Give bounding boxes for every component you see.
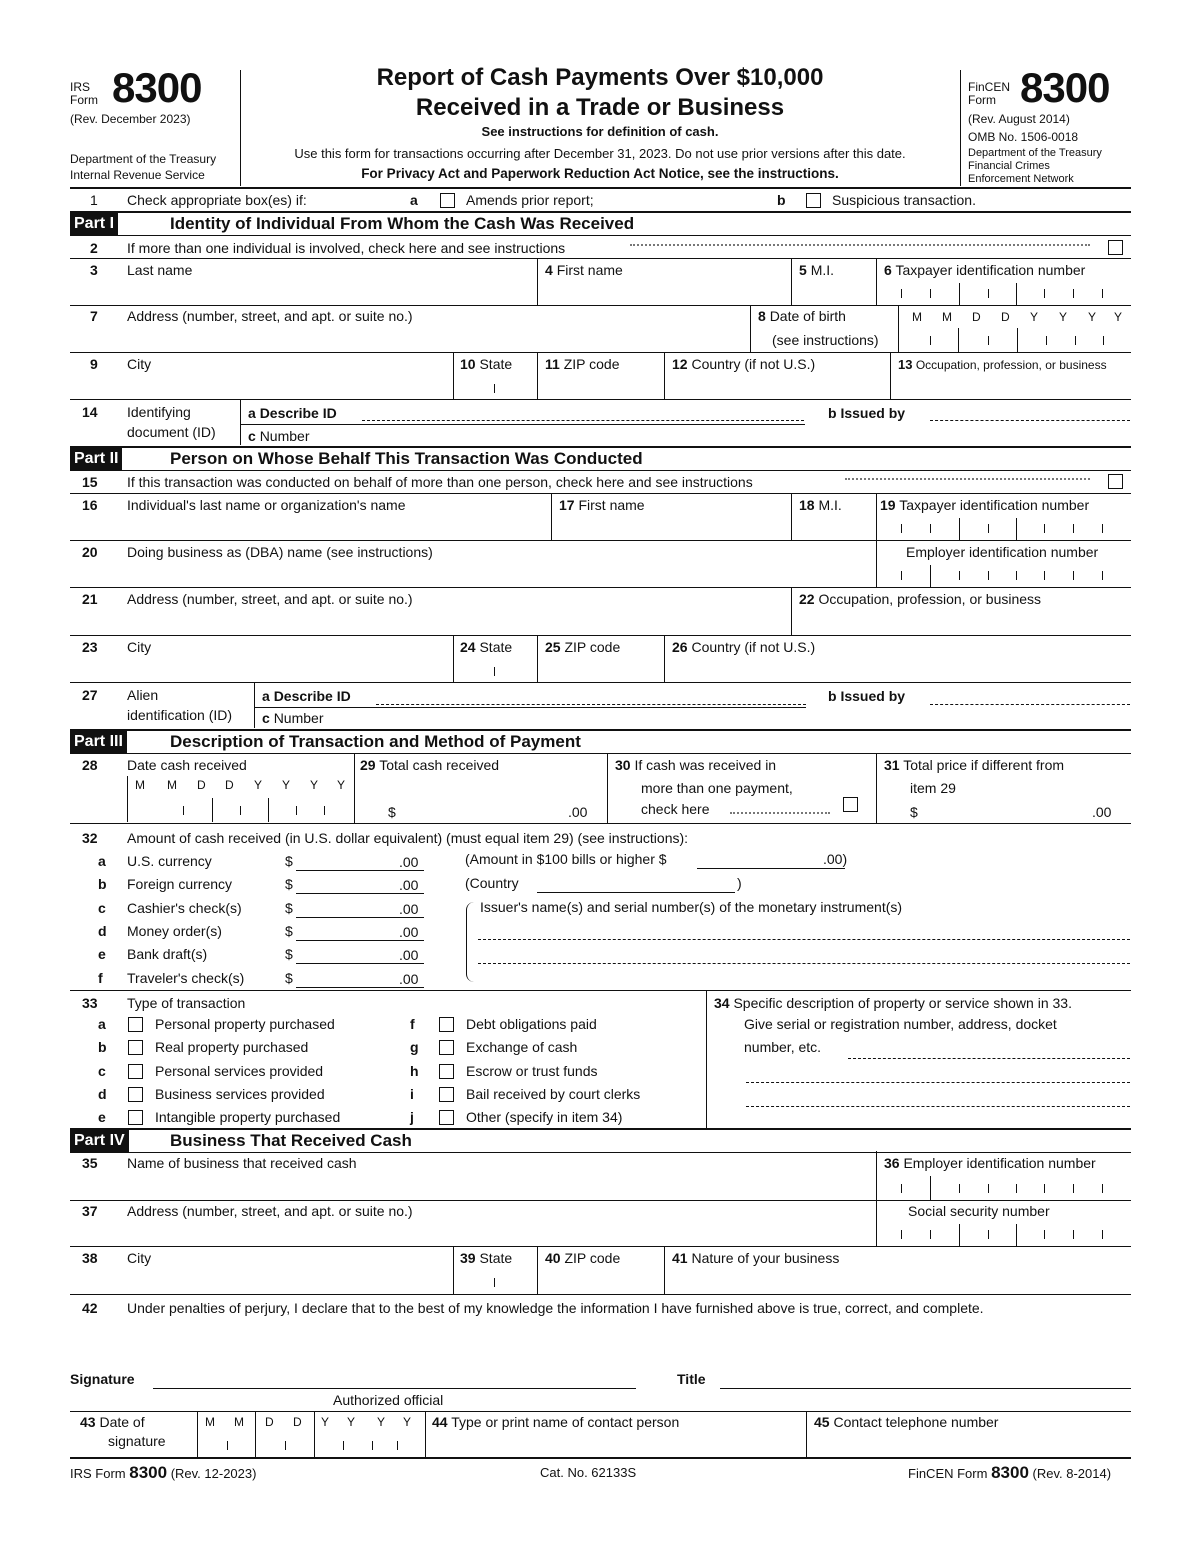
irs-dept-line2: Internal Revenue Service <box>70 168 205 182</box>
cash-amount-cents: .00 <box>399 900 419 917</box>
issued-by-label: b Issued by <box>828 405 906 421</box>
dob-see-instructions: (see instructions) <box>772 332 879 348</box>
line-15-label: If this transaction was conducted on behalf of more than one person, check here and see instructions <box>127 474 753 490</box>
option-letter: b <box>98 1039 107 1056</box>
p2-state-label: 24 State <box>460 639 513 655</box>
p2-city-label: City <box>127 639 152 655</box>
fincen-dept1: Department of the Treasury <box>968 147 1102 159</box>
line-7-number: 7 <box>90 308 98 324</box>
zip-label: 11 ZIP code <box>545 356 620 372</box>
p2-zip-label: 25 ZIP code <box>545 639 621 655</box>
p2-first-name-label: 17 First name <box>559 497 645 513</box>
country-label: 12 Country (if not U.S.) <box>672 356 816 372</box>
identifying-doc-label-1: Identifying <box>127 404 191 420</box>
cash-amount-label: Cashier's check(s) <box>127 899 242 916</box>
form-title-line2: Received in a Trade or Business <box>415 94 785 121</box>
line-34-label-3: number, etc. <box>744 1039 822 1055</box>
describe-id-label: a Describe ID <box>248 405 337 421</box>
cash-amount-dollar: $ <box>285 853 293 869</box>
signature-input[interactable] <box>153 1388 636 1389</box>
part-4-title: Business That Received Cash <box>170 1131 412 1150</box>
form-title-line1: Report of Cash Payments Over $10,000 <box>376 64 824 91</box>
transaction-type-checkbox[interactable] <box>128 1110 143 1125</box>
total-price-label-1: 31 Total price if different from <box>884 757 1065 773</box>
total-cash-dollar: $ <box>388 804 396 820</box>
id-number-label: c Number <box>248 428 310 444</box>
cash-amount-label: Foreign currency <box>127 876 233 893</box>
cash-amount-dollar: $ <box>285 969 293 986</box>
title-label: Title <box>677 1371 706 1387</box>
line-1a-letter: a <box>410 192 418 208</box>
line-15-number: 15 <box>82 474 98 490</box>
transaction-type-checkbox[interactable] <box>128 1017 143 1032</box>
dob-field[interactable]: M M D D Y Y Y Y <box>900 306 1131 352</box>
part-2-tag: Part II <box>70 448 122 470</box>
date-cash-received-label: Date cash received <box>127 757 247 773</box>
cash-amount-cents: .00 <box>399 970 419 987</box>
form-number: 8300 <box>112 64 202 111</box>
dob-label: 8 Date of birth <box>758 308 846 324</box>
line-34-label-1: 34 Specific description of property or service shown in 33. <box>714 995 1072 1011</box>
date-of-signature-label-2: signature <box>108 1433 166 1449</box>
transaction-type-label: Debt obligations paid <box>466 1016 597 1032</box>
transaction-type-label: Type of transaction <box>127 995 246 1011</box>
amount-100-bills-input[interactable] <box>697 868 845 869</box>
transaction-type-checkbox[interactable] <box>439 1017 454 1032</box>
p2-ein-field[interactable] <box>887 565 1131 587</box>
line-1-number: 1 <box>90 192 98 208</box>
cash-amount-dollar: $ <box>285 876 293 893</box>
fincen-dept3: Enforcement Network <box>968 173 1074 185</box>
line-38-number: 38 <box>82 1250 98 1266</box>
fincen-form-label: Form <box>968 93 996 107</box>
line-37-number: 37 <box>82 1203 98 1219</box>
cash-amount-cents: .00 <box>399 877 419 894</box>
total-price-cents: .00 <box>1092 804 1112 820</box>
describe-id-input[interactable] <box>362 420 804 421</box>
line-1b-letter: b <box>777 192 786 208</box>
contact-phone-label: 45 Contact telephone number <box>814 1414 999 1430</box>
total-price-label-2: item 29 <box>910 780 956 796</box>
transaction-type-label: Business services provided <box>155 1085 325 1102</box>
option-letter: c <box>98 1062 106 1079</box>
option-letter: f <box>410 1016 415 1032</box>
fincen-dept2: Financial Crimes <box>968 160 1050 172</box>
p2-ein-label: Employer identification number <box>906 544 1099 560</box>
ssn-label: Social security number <box>908 1203 1050 1219</box>
total-price-dollar: $ <box>910 804 918 820</box>
line-2-label: If more than one individual is involved, check here and see instructions <box>127 240 566 256</box>
option-letter: d <box>98 1085 107 1102</box>
p2-tin-label: 19 Taxpayer identification number <box>880 497 1090 513</box>
transaction-type-checkbox[interactable] <box>439 1040 454 1055</box>
business-address-label: Address (number, street, and apt. or suite no.) <box>127 1203 413 1219</box>
multiple-payments-label-2: more than one payment, <box>641 780 793 796</box>
p2-mi-label: 18 M.I. <box>799 497 842 513</box>
line-20-number: 20 <box>82 544 98 560</box>
cash-amount-label: Money order(s) <box>127 922 222 939</box>
cash-amount-label: Bank draft(s) <box>127 946 208 963</box>
state-label: 10 State <box>460 356 513 372</box>
cash-amount-cents: .00 <box>399 947 419 964</box>
fincen-form-number: 8300 <box>1020 64 1110 111</box>
p2-issued-by-input[interactable] <box>930 704 1130 705</box>
form-subtitle: See instructions for definition of cash. <box>481 124 719 139</box>
tin-label: 6 Taxpayer identification number <box>884 262 1086 278</box>
line-35-number: 35 <box>82 1155 98 1171</box>
multiple-payments-label-3: check here <box>641 801 710 817</box>
option-letter: a <box>98 1016 106 1032</box>
amount-100-bills-label: (Amount in $100 bills or higher $ <box>465 851 667 867</box>
option-letter: j <box>410 1109 414 1126</box>
multiple-payments-checkbox[interactable] <box>843 797 858 812</box>
line-28-number: 28 <box>82 757 98 773</box>
footer-irs-form: IRS Form 8300 (Rev. 12-2023) <box>70 1463 257 1482</box>
p2-id-number-label: c Number <box>262 710 324 726</box>
line-32-label: Amount of cash received (in U.S. dollar equivalent) (must equal item 29) (see instructions): <box>127 830 689 846</box>
authorized-official-label: Authorized official <box>333 1392 444 1408</box>
cash-amount-input[interactable] <box>296 987 424 988</box>
line-9-number: 9 <box>90 356 98 372</box>
ssn-field[interactable] <box>887 1224 1131 1246</box>
perjury-declaration: Under penalties of perjury, I declare that to the best of my knowledge the information I have furnished above is true, correct, and complete. <box>127 1300 984 1316</box>
line-34-label-2: Give serial or registration number, address, docket <box>744 1016 1057 1032</box>
cash-amount-dollar: $ <box>285 899 293 916</box>
footer-cat-number: Cat. No. 62133S <box>540 1465 637 1480</box>
cash-amount-input[interactable] <box>296 893 424 894</box>
identifying-doc-label-2: document (ID) <box>127 424 216 440</box>
option-letter: i <box>410 1085 414 1102</box>
part-3-title: Description of Transaction and Method of Payment <box>170 732 581 751</box>
nature-of-business-label: 41 Nature of your business <box>672 1250 840 1266</box>
cash-amount-letter: d <box>98 922 107 939</box>
suspicious-transaction-checkbox[interactable] <box>806 193 821 208</box>
mi-label: 5 M.I. <box>799 262 835 278</box>
transaction-type-label: Other (specify in item 34) <box>466 1109 623 1126</box>
part-1-title: Identity of Individual From Whom the Cash Was Received <box>170 214 635 233</box>
business-ein-field[interactable] <box>887 1176 1131 1200</box>
omb-number: OMB No. 1506-0018 <box>968 130 1079 144</box>
line-23-number: 23 <box>82 639 98 655</box>
line-21-number: 21 <box>82 591 98 607</box>
transaction-type-checkbox[interactable] <box>439 1110 454 1125</box>
foreign-country-label: (Country <box>465 875 519 891</box>
part-1-tag: Part I <box>70 213 118 235</box>
transaction-type-checkbox[interactable] <box>439 1087 454 1102</box>
transaction-type-label: Real property purchased <box>155 1039 309 1056</box>
alien-id-label-2: identification (ID) <box>127 707 233 723</box>
p2-describe-id-label: a Describe ID <box>262 688 351 704</box>
form-label: Form <box>70 93 98 107</box>
business-name-label: Name of business that received cash <box>127 1155 357 1171</box>
use-note: Use this form for transactions occurring after December 31, 2023. Do not use prior versions after this date. <box>294 146 906 161</box>
option-letter: h <box>410 1062 419 1079</box>
contact-person-label: 44 Type or print name of contact person <box>432 1414 680 1430</box>
p2-describe-id-input[interactable] <box>376 704 806 705</box>
transaction-type-label: Intangible property purchased <box>155 1109 341 1126</box>
privacy-note: For Privacy Act and Paperwork Reduction Act Notice, see the instructions. <box>361 166 839 181</box>
business-city-label: City <box>127 1250 152 1266</box>
suspicious-transaction-label: Suspicious transaction. <box>832 192 976 208</box>
business-ein-label: 36 Employer identification number <box>884 1155 1096 1171</box>
transaction-type-label: Personal services provided <box>155 1062 324 1079</box>
signature-label: Signature <box>70 1371 135 1387</box>
p2-occupation-label: 22 Occupation, profession, or business <box>799 591 1042 607</box>
issuer-input-line-2[interactable] <box>478 963 1130 964</box>
foreign-country-end: ) <box>737 875 742 891</box>
total-cash-label: 29 Total cash received <box>360 757 500 773</box>
transaction-type-label: Exchange of cash <box>466 1039 578 1056</box>
cash-amount-letter: b <box>98 876 107 893</box>
cash-amount-letter: e <box>98 946 106 963</box>
issued-by-input[interactable] <box>930 420 1130 421</box>
cash-amount-label: Traveler's check(s) <box>127 969 245 986</box>
cash-amount-input[interactable] <box>296 870 424 871</box>
p2-taxpayer-id-field[interactable] <box>887 518 1131 540</box>
multiple-payments-label-1: 30 If cash was received in <box>615 757 777 773</box>
address-label: Address (number, street, and apt. or suite no.) <box>127 308 413 324</box>
date-of-signature-field[interactable]: M M D D Y Y Y Y <box>197 1411 423 1457</box>
line-33-number: 33 <box>82 995 98 1011</box>
line-16-number: 16 <box>82 497 98 513</box>
line-42-number: 42 <box>82 1300 98 1316</box>
title-input[interactable] <box>720 1388 1131 1389</box>
transaction-type-checkbox[interactable] <box>128 1040 143 1055</box>
issuer-input-line-1[interactable] <box>478 939 1130 940</box>
form-revision: (Rev. December 2023) <box>70 112 191 126</box>
part-2-title: Person on Whose Behalf This Transaction Was Conducted <box>170 449 643 468</box>
org-name-label: Individual's last name or organization's name <box>127 497 406 513</box>
cash-amount-input[interactable] <box>296 917 424 918</box>
amends-prior-report-checkbox[interactable] <box>440 193 455 208</box>
multiple-individuals-checkbox[interactable] <box>1108 240 1123 255</box>
transaction-type-label: Personal property purchased <box>155 1016 335 1032</box>
cash-amount-input[interactable] <box>296 963 424 964</box>
transaction-type-checkbox[interactable] <box>128 1087 143 1102</box>
amount-100-bills-end: .00) <box>823 851 848 867</box>
option-letter: g <box>410 1039 419 1056</box>
cash-amount-dollar: $ <box>285 946 293 963</box>
cash-amount-cents: .00 <box>399 854 419 870</box>
multiple-persons-checkbox[interactable] <box>1108 474 1123 489</box>
cash-amount-letter: a <box>98 853 106 869</box>
amends-prior-report-label: Amends prior report; <box>466 192 594 208</box>
issuer-label: Issuer's name(s) and serial number(s) of the monetary instrument(s) <box>480 899 903 915</box>
last-name-label: Last name <box>127 262 193 278</box>
property-description-line-2[interactable] <box>746 1082 1130 1083</box>
cash-amount-letter: f <box>98 969 103 986</box>
taxpayer-id-field[interactable] <box>887 283 1131 305</box>
alien-id-label-1: Alien <box>127 687 159 703</box>
irs-label: IRS <box>70 80 91 94</box>
line-32-number: 32 <box>82 830 98 846</box>
line-1-label: Check appropriate box(es) if: <box>127 192 307 208</box>
part-4-tag: Part IV <box>70 1130 129 1152</box>
business-zip-label: 40 ZIP code <box>545 1250 621 1266</box>
first-name-label: 4 First name <box>545 262 623 278</box>
cash-amount-cents: .00 <box>399 923 419 940</box>
occupation-label: 13 Occupation, profession, or business <box>898 357 1107 372</box>
cash-amount-dollar: $ <box>285 922 293 939</box>
line-3-number: 3 <box>90 262 98 278</box>
p2-address-label: Address (number, street, and apt. or suite no.) <box>127 591 413 607</box>
option-letter: e <box>98 1109 106 1126</box>
fincen-label: FinCEN <box>968 80 1011 94</box>
footer-fincen-form: FinCEN Form 8300 (Rev. 8-2014) <box>908 1463 1112 1482</box>
fincen-revision: (Rev. August 2014) <box>968 112 1070 126</box>
line-27-number: 27 <box>82 687 98 703</box>
transaction-type-checkbox[interactable] <box>128 1064 143 1079</box>
date-of-signature-label-1: 43 Date of <box>80 1414 145 1430</box>
cash-amount-input[interactable] <box>296 940 424 941</box>
line-2-number: 2 <box>90 240 98 256</box>
business-state-label: 39 State <box>460 1250 513 1266</box>
dba-name-label: Doing business as (DBA) name (see instructions) <box>127 544 433 560</box>
property-description-line-1[interactable] <box>848 1058 1130 1059</box>
transaction-type-checkbox[interactable] <box>439 1064 454 1079</box>
p2-issued-by-label: b Issued by <box>828 688 906 704</box>
part-3-tag: Part III <box>70 731 127 753</box>
property-description-line-3[interactable] <box>746 1106 1130 1107</box>
transaction-type-label: Bail received by court clerks <box>466 1085 641 1102</box>
cash-amount-label: U.S. currency <box>127 853 212 869</box>
cash-amount-letter: c <box>98 899 106 916</box>
total-cash-cents: .00 <box>568 804 588 820</box>
foreign-country-input[interactable] <box>537 892 735 893</box>
city-label: City <box>127 356 152 372</box>
p2-country-label: 26 Country (if not U.S.) <box>672 639 816 655</box>
date-cash-received-field[interactable]: M M D D Y Y Y Y <box>127 776 353 822</box>
line-14-number: 14 <box>82 404 98 420</box>
transaction-type-label: Escrow or trust funds <box>466 1062 598 1079</box>
irs-dept-line1: Department of the Treasury <box>70 152 217 166</box>
